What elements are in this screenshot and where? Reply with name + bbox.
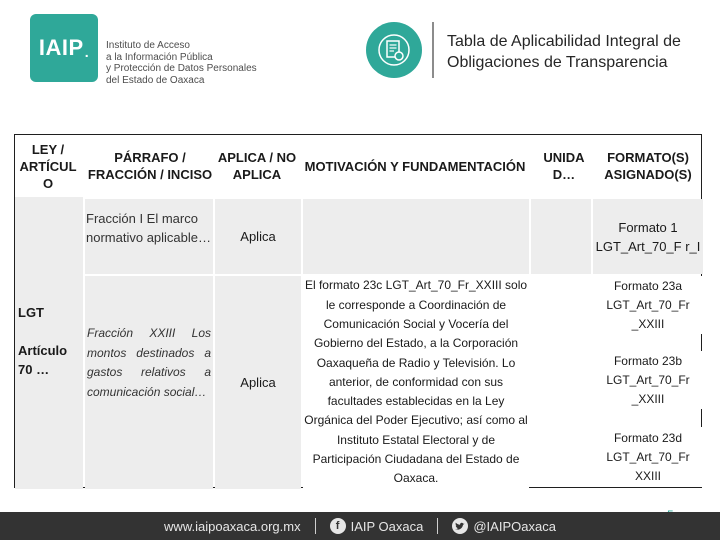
transparency-document-icon bbox=[366, 22, 422, 78]
title-line: Tabla de Aplicabilidad Integral de bbox=[447, 33, 681, 50]
ley-numero: 70 … bbox=[18, 362, 50, 377]
row1-aplica: Aplica bbox=[215, 199, 301, 274]
header-parrafo-fraccion: PÁRRAFO / FRACCIÓN / INCISO bbox=[87, 150, 213, 182]
facebook-label: IAIP Oaxaca bbox=[350, 518, 424, 534]
footer-divider bbox=[315, 518, 316, 534]
page-title bbox=[447, 31, 720, 73]
org-line: Instituto de Acceso bbox=[106, 40, 190, 51]
row2-formato-23a: Formato 23a LGT_Art_70_Fr _XXIII bbox=[593, 276, 703, 334]
twitter-icon bbox=[452, 518, 468, 534]
facebook-icon: f bbox=[330, 518, 346, 534]
row2-aplica: Aplica bbox=[215, 276, 301, 489]
iaip-logo: IAIP . bbox=[30, 14, 98, 82]
footer-facebook-link[interactable] bbox=[330, 518, 424, 534]
footer-divider bbox=[437, 518, 438, 534]
header-unidad: UNIDA D… bbox=[543, 150, 585, 182]
applicability-table bbox=[14, 134, 702, 488]
org-line: del Estado de Oaxaca bbox=[106, 74, 205, 86]
org-line: y Protección de Datos Personales bbox=[106, 63, 257, 74]
header-divider bbox=[432, 22, 434, 78]
row2-fraccion: Fracción XXIII Los montos destinados a gastos relativos a comunicación social… bbox=[85, 276, 213, 489]
ley-articulo: Artículo bbox=[18, 343, 68, 358]
organization-name bbox=[106, 40, 276, 86]
row1-unidad bbox=[531, 199, 591, 274]
title-line: Obligaciones de Transparencia bbox=[447, 54, 668, 71]
twitter-label: @IAIPOaxaca bbox=[473, 518, 556, 534]
ley-cell bbox=[15, 197, 83, 489]
row1-motivacion bbox=[303, 199, 529, 274]
footer-twitter-link[interactable] bbox=[452, 518, 556, 534]
row1-formato: Formato 1 LGT_Art_70_F r_I bbox=[593, 199, 703, 274]
org-line: a la Información Pública bbox=[106, 51, 213, 63]
logo-text: IAIP bbox=[38, 35, 84, 60]
header-ley-articulo: LEY / ARTÍCUL O bbox=[19, 141, 77, 191]
row2-motivacion: El formato 23c LGT_Art_70_Fr_XXIII solo le corresponde a Coordinación de Comunicación Social y Vocería del Gobierno del Estado, a la Corporación Oaxaqueña de Radio y Televisión. Lo anterior, de conformidad con sus facultades establecidas en la Ley Orgánica del Poder Ejecutivo; así como al Instituto Estatal Electoral y de Participación Ciudadana del Estado de Oaxaca. bbox=[303, 276, 529, 489]
row2-formato-23d: Formato 23d LGT_Art_70_Fr XXIII bbox=[593, 427, 703, 487]
footer-website-link[interactable]: www.iaipoaxaca.org.mx bbox=[164, 518, 301, 534]
header-motivacion: MOTIVACIÓN Y FUNDAMENTACIÓN bbox=[304, 158, 526, 174]
ley-lgt: LGT bbox=[18, 305, 44, 320]
footer-bar bbox=[0, 512, 720, 540]
row2-formato-23b: Formato 23b LGT_Art_70_Fr _XXIII bbox=[593, 351, 703, 409]
header-aplica: APLICA / NO APLICA bbox=[217, 150, 297, 182]
header-formato: FORMATO(S) ASIGNADO(S) bbox=[604, 150, 692, 182]
row1-fraccion: Fracción I El marco normativo aplicable… bbox=[85, 199, 213, 274]
